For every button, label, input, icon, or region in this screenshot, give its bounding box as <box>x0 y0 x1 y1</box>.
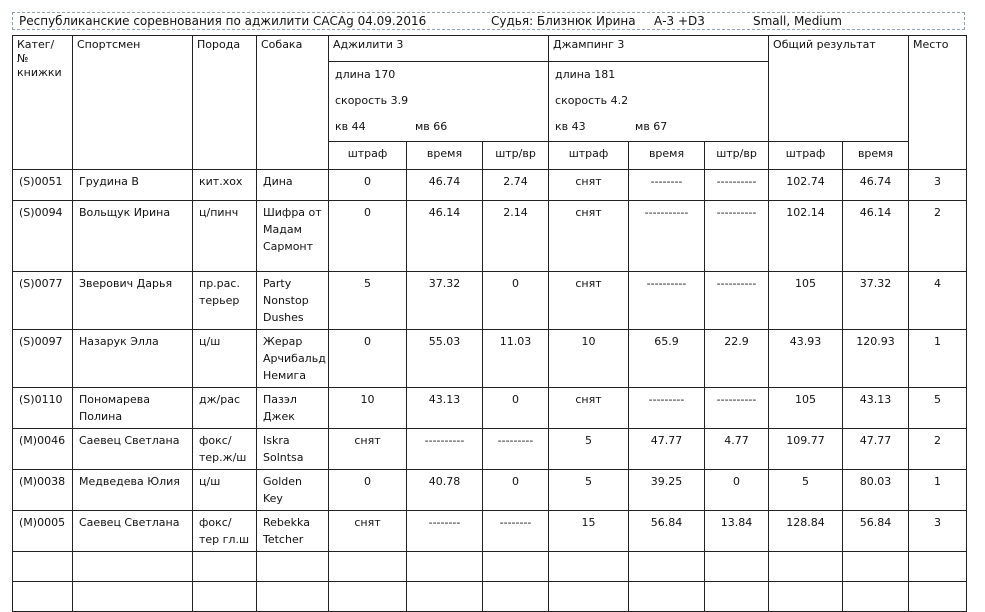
athlete-cell: Назарук Элла <box>73 330 193 388</box>
results-table <box>12 35 967 612</box>
agility-pen-time-cell: 0 <box>483 388 549 429</box>
agility-time-cell: 46.74 <box>407 170 483 201</box>
agility-penalty-cell: 0 <box>329 201 407 272</box>
size-label: Small, Medium <box>753 14 842 28</box>
col-header-category: Катег/ № книжки <box>13 36 73 170</box>
place-cell: 1 <box>909 330 967 388</box>
place-cell: 2 <box>909 201 967 272</box>
agility-mv: мв 66 <box>415 120 448 133</box>
document-header <box>12 12 965 30</box>
agility-kv: кв 44 <box>335 120 366 133</box>
overall-time-cell: 43.13 <box>843 388 909 429</box>
dog-cell: Шифра от Мадам Сармонт <box>257 201 329 272</box>
dog-cell: Rebekka Tetcher <box>257 511 329 552</box>
category-cell: (M)0005 <box>13 511 73 552</box>
jumping-pen-time-cell: ---------- <box>705 388 769 429</box>
jumping-pen-time-header: штр/вр <box>705 142 769 170</box>
agility-length: длина 170 <box>335 68 396 81</box>
overall-penalty-cell: 105 <box>769 388 843 429</box>
jumping-penalty-cell: снят <box>549 170 629 201</box>
category-cell: (S)0051 <box>13 170 73 201</box>
overall-penalty-cell: 105 <box>769 272 843 330</box>
overall-time-cell: 56.84 <box>843 511 909 552</box>
place-cell: 4 <box>909 272 967 330</box>
agility-pen-time-cell: --------- <box>483 429 549 470</box>
empty-row <box>13 552 967 582</box>
jumping-pen-time-cell: 22.9 <box>705 330 769 388</box>
jumping-time-header: время <box>629 142 705 170</box>
table-row <box>13 201 967 272</box>
jumping-time-cell: ---------- <box>629 272 705 330</box>
breed-cell: фокс/тер гл.ш <box>193 511 257 552</box>
agility-time-cell: ---------- <box>407 429 483 470</box>
category-cell: (S)0110 <box>13 388 73 429</box>
athlete-cell: Саевец Светлана <box>73 511 193 552</box>
jumping-penalty-cell: 15 <box>549 511 629 552</box>
agility-pen-time-cell: 0 <box>483 470 549 511</box>
breed-cell: фокс/тер.ж/ш <box>193 429 257 470</box>
jumping-penalty-cell: 10 <box>549 330 629 388</box>
jumping-time-cell: ----------- <box>629 201 705 272</box>
agility-time-cell: -------- <box>407 511 483 552</box>
agility-time-cell: 37.32 <box>407 272 483 330</box>
table-row <box>13 272 967 330</box>
agility-time-cell: 46.14 <box>407 201 483 272</box>
agility-time-header: время <box>407 142 483 170</box>
athlete-cell: Зверович Дарья <box>73 272 193 330</box>
overall-time-cell: 47.77 <box>843 429 909 470</box>
jumping-pen-time-cell: 0 <box>705 470 769 511</box>
athlete-cell: Пономарева Полина <box>73 388 193 429</box>
jumping-pen-time-cell: ---------- <box>705 170 769 201</box>
overall-penalty-cell: 102.74 <box>769 170 843 201</box>
jumping-speed: скорость 4.2 <box>555 94 629 107</box>
dog-cell: Жерар Арчибальд Немига <box>257 330 329 388</box>
jumping-penalty-cell: снят <box>549 272 629 330</box>
table-row <box>13 470 967 511</box>
table-row <box>13 330 967 388</box>
athlete-cell: Грудина В <box>73 170 193 201</box>
place-cell: 2 <box>909 429 967 470</box>
agility-speed: скорость 3.9 <box>335 94 409 107</box>
category-cell: (M)0046 <box>13 429 73 470</box>
overall-time-cell: 37.32 <box>843 272 909 330</box>
overall-time-cell: 46.14 <box>843 201 909 272</box>
dog-cell: Golden Key <box>257 470 329 511</box>
breed-cell: кит.хох <box>193 170 257 201</box>
judge-name: Судья: Близнюк Ирина <box>491 14 636 28</box>
dog-cell: Дина <box>257 170 329 201</box>
jumping-time-cell: 39.25 <box>629 470 705 511</box>
overall-time-header: время <box>843 142 909 170</box>
agility-time-cell: 43.13 <box>407 388 483 429</box>
dog-cell: Party Nonstop Dushes <box>257 272 329 330</box>
jumping-penalty-cell: 5 <box>549 470 629 511</box>
jumping-pen-time-cell: ---------- <box>705 272 769 330</box>
jumping-time-cell: --------- <box>629 388 705 429</box>
empty-row <box>13 582 967 612</box>
jumping-time-cell: 56.84 <box>629 511 705 552</box>
overall-time-cell: 46.74 <box>843 170 909 201</box>
place-cell: 1 <box>909 470 967 511</box>
agility-penalty-cell: 0 <box>329 170 407 201</box>
category-cell: (S)0097 <box>13 330 73 388</box>
breed-cell: ц/ш <box>193 330 257 388</box>
agility-penalty-header: штраф <box>329 142 407 170</box>
col-header-athlete: Спортсмен <box>73 36 193 170</box>
agility-course-info <box>329 62 549 142</box>
table-row <box>13 170 967 201</box>
overall-penalty-cell: 109.77 <box>769 429 843 470</box>
jumping-penalty-cell: 5 <box>549 429 629 470</box>
table-row <box>13 429 967 470</box>
category-cell: (S)0094 <box>13 201 73 272</box>
col-header-place: Место <box>909 36 967 170</box>
table-row <box>13 388 967 429</box>
agility-penalty-cell: снят <box>329 511 407 552</box>
place-cell: 3 <box>909 511 967 552</box>
overall-penalty-cell: 128.84 <box>769 511 843 552</box>
agility-time-cell: 40.78 <box>407 470 483 511</box>
agility-pen-time-cell: 0 <box>483 272 549 330</box>
jumping-kv: кв 43 <box>555 120 586 133</box>
overall-penalty-cell: 5 <box>769 470 843 511</box>
agility-pen-time-cell: 11.03 <box>483 330 549 388</box>
breed-cell: ц/пинч <box>193 201 257 272</box>
jumping-mv: мв 67 <box>635 120 668 133</box>
overall-penalty-header: штраф <box>769 142 843 170</box>
overall-time-cell: 120.93 <box>843 330 909 388</box>
jumping-pen-time-cell: 4.77 <box>705 429 769 470</box>
col-header-breed: Порода <box>193 36 257 170</box>
agility-penalty-cell: 0 <box>329 470 407 511</box>
col-header-jumping: Джампинг 3 <box>549 36 769 62</box>
table-row <box>13 511 967 552</box>
jumping-pen-time-cell: 13.84 <box>705 511 769 552</box>
athlete-cell: Медведева Юлия <box>73 470 193 511</box>
jumping-pen-time-cell: ---------- <box>705 201 769 272</box>
agility-penalty-cell: 10 <box>329 388 407 429</box>
jumping-time-cell: 47.77 <box>629 429 705 470</box>
jumping-penalty-cell: снят <box>549 388 629 429</box>
agility-time-cell: 55.03 <box>407 330 483 388</box>
breed-cell: дж/рас <box>193 388 257 429</box>
category-cell: (M)0038 <box>13 470 73 511</box>
overall-penalty-cell: 43.93 <box>769 330 843 388</box>
agility-pen-time-header: штр/вр <box>483 142 549 170</box>
jumping-time-cell: 65.9 <box>629 330 705 388</box>
jumping-time-cell: -------- <box>629 170 705 201</box>
class-label: А-3 +D3 <box>654 14 705 28</box>
athlete-cell: Саевец Светлана <box>73 429 193 470</box>
dog-cell: Пазэл Джек <box>257 388 329 429</box>
agility-pen-time-cell: 2.14 <box>483 201 549 272</box>
overall-penalty-cell: 102.14 <box>769 201 843 272</box>
agility-penalty-cell: 5 <box>329 272 407 330</box>
agility-penalty-cell: 0 <box>329 330 407 388</box>
col-header-agility: Аджилити 3 <box>329 36 549 62</box>
breed-cell: ц/ш <box>193 470 257 511</box>
agility-penalty-cell: снят <box>329 429 407 470</box>
col-header-overall: Общий результат <box>769 36 909 142</box>
jumping-course-info <box>549 62 769 142</box>
breed-cell: пр.рас. терьер <box>193 272 257 330</box>
athlete-cell: Вольщук Ирина <box>73 201 193 272</box>
category-cell: (S)0077 <box>13 272 73 330</box>
jumping-penalty-cell: снят <box>549 201 629 272</box>
place-cell: 5 <box>909 388 967 429</box>
overall-time-cell: 80.03 <box>843 470 909 511</box>
col-header-dog: Собака <box>257 36 329 170</box>
dog-cell: Iskra Solntsa <box>257 429 329 470</box>
place-cell: 3 <box>909 170 967 201</box>
competition-title: Республиканские соревнования по аджилити САСАg 04.09.2016 <box>19 14 427 28</box>
agility-pen-time-cell: -------- <box>483 511 549 552</box>
jumping-penalty-header: штраф <box>549 142 629 170</box>
jumping-length: длина 181 <box>555 68 616 81</box>
agility-pen-time-cell: 2.74 <box>483 170 549 201</box>
